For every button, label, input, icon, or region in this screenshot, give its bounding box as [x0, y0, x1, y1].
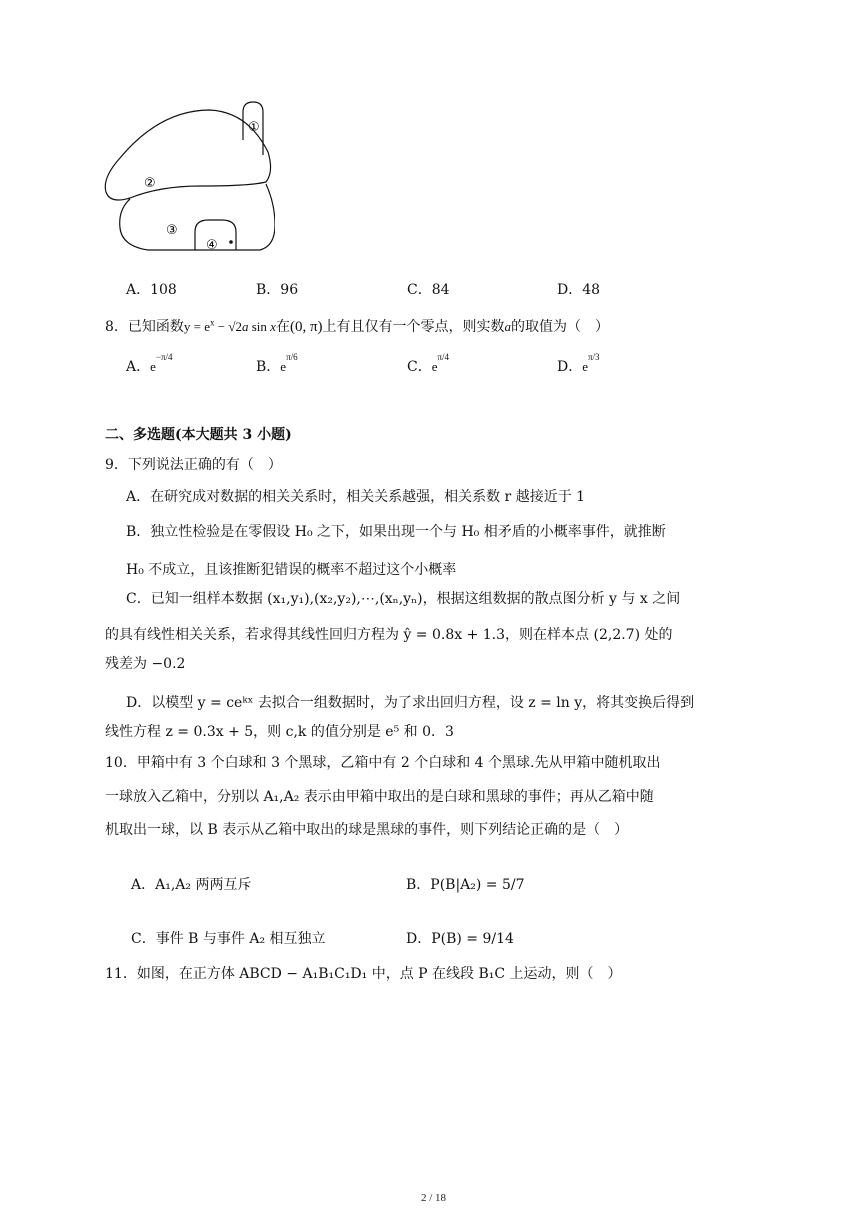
q10-option-b: B．P(B|A₂) = 5/7: [406, 877, 525, 893]
figure-label-1: ①: [248, 120, 260, 135]
q9-option-b-line1: B．独立性检验是在零假设 H₀ 之下，如果出现一个与 H₀ 相矛盾的小概率事件，就推断: [126, 524, 666, 540]
page-number: 2 / 18: [420, 1192, 447, 1204]
q9-stem: 9．下列说法正确的有（ ）: [105, 457, 282, 473]
q9-option-c-line1: C．已知一组样本数据 (x₁,y₁),(x₂,y₂),⋯,(xₙ,yₙ)，根据这组数据的散点图分析 y 与 x 之间: [126, 591, 681, 607]
q8-option-d: D．$e^{\pi/3}$: [557, 352, 600, 375]
q9-option-b-line2: H₀ 不成立，且该推断犯错误的概率不超过这个小概率: [126, 562, 457, 578]
q9-option-a: A．在研究成对数据的相关关系时，相关关系越强，相关系数 r 越接近于 1: [126, 489, 586, 505]
q9-option-c-line3: 残差为 −0.2: [105, 656, 186, 672]
figure-label-2: ②: [144, 176, 156, 191]
q7-option-d: D．48: [557, 282, 601, 298]
q11-stem: 11．如图，在正方体 ABCD − A₁B₁C₁D₁ 中，点 P 在线段 B₁C 上运动，则（ ）: [105, 966, 622, 982]
q10-option-d: D．P(B) = 9/14: [406, 931, 514, 947]
door-knob: [229, 240, 233, 244]
q8-option-a: A．$e^{-\pi/4}$: [126, 352, 173, 375]
q9-option-d-line2: 线性方程 z = 0.3x + 5，则 c,k 的值分别是 e⁵ 和 0．3: [105, 724, 454, 740]
figure-region-roof: [105, 110, 270, 200]
q10-option-c: C．事件 B 与事件 A₂ 相互独立: [131, 931, 326, 947]
q10-stem-line2: 一球放入乙箱中，分别以 A₁,A₂ 表示由甲箱中取出的是白球和黑球的事件；再从乙箱中随: [105, 789, 654, 805]
section-2-title: 二、多选题(本大题共 3 小题): [105, 427, 292, 443]
q7-option-a: A．108: [126, 282, 177, 298]
q9-option-d-line1: D．以模型 y = ceᵏˣ 去拟合一组数据时，为了求出回归方程，设 z = ln y，将其变换后得到: [126, 695, 695, 711]
q10-option-a: A．A₁,A₂ 两两互斥: [131, 877, 252, 893]
q7-option-c: C．84: [407, 282, 450, 298]
q8-stem: 8．已知函数$y = e^x - √2a$ sin x在(0, π)上有且仅有一个零点，则实数a的取值为（ ）: [105, 317, 610, 335]
q8-option-c: C．$e^{\pi/4}$: [407, 352, 450, 375]
figure-label-3: ③: [166, 223, 178, 238]
q7-option-b: B．96: [256, 282, 299, 298]
q10-stem-line1: 10．甲箱中有 3 个白球和 3 个黑球，乙箱中有 2 个白球和 4 个黑球.先从甲箱中随机取出: [105, 755, 661, 771]
figure-label-4: ④: [206, 238, 218, 253]
q8-option-b: B．$e^{\pi/6}$: [256, 352, 298, 375]
q10-stem-line3: 机取出一球，以 B 表示从乙箱中取出的球是黑球的事件，则下列结论正确的是（ ）: [105, 822, 629, 838]
q9-option-c-line2: 的具有线性相关关系，若求得其线性回归方程为 ŷ = 0.8x + 1.3，则在样本点 (2,2.7) 处的: [105, 627, 673, 643]
house-figure: [100, 100, 275, 265]
